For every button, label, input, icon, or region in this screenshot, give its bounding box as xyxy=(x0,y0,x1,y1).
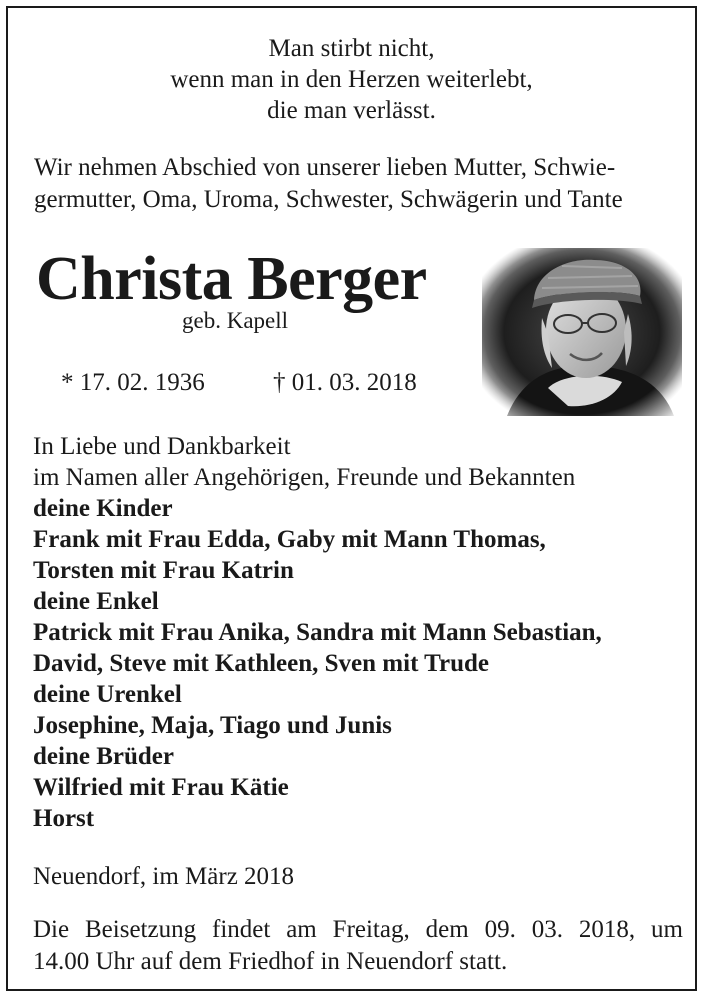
deceased-name: Christa Berger xyxy=(36,245,427,313)
closing-line: im Namen aller Angehörigen, Freunde und Bekannten xyxy=(33,464,576,491)
relative-names: Patrick mit Frau Anika, Sandra mit Mann Sebastian, xyxy=(33,619,602,646)
relative-names: Frank mit Frau Edda, Gaby mit Mann Thomas, xyxy=(33,526,546,553)
birth-date: * 17. 02. 1936 xyxy=(61,369,205,396)
signature-block xyxy=(33,431,602,834)
motto-line-2: wenn man in den Herzen weiterlebt, xyxy=(170,66,533,93)
death-date: † 01. 03. 2018 xyxy=(273,369,417,396)
obituary-frame xyxy=(6,6,697,991)
relative-heading-brothers: deine Brüder xyxy=(33,743,174,770)
portrait-photo xyxy=(482,248,682,416)
motto-line-1: Man stirbt nicht, xyxy=(268,35,435,62)
relative-names: Horst xyxy=(33,805,95,832)
motto-line-3: die man verlässt. xyxy=(267,97,436,124)
maiden-name: geb. Kapell xyxy=(182,308,289,333)
relative-names: Wilfried mit Frau Kätie xyxy=(33,774,289,801)
funeral-notice xyxy=(33,914,683,978)
intro-line-1: Wir nehmen Abschied von unserer lieben Mutter, Schwie- xyxy=(34,154,616,181)
relative-heading-grandchildren: deine Enkel xyxy=(33,588,159,615)
relative-names: David, Steve mit Kathleen, Sven mit Trude xyxy=(33,650,490,677)
relative-heading-great-grandchildren: deine Urenkel xyxy=(33,681,182,708)
relative-heading-children: deine Kinder xyxy=(33,495,173,522)
intro-line-2: germutter, Oma, Uroma, Schwester, Schwägerin und Tante xyxy=(34,186,623,213)
relative-names: Josephine, Maja, Tiago und Junis xyxy=(33,712,392,739)
funeral-line-1: Die Beisetzung findet am Freitag, dem 09. 03. 2018, um xyxy=(33,916,683,943)
relative-names: Torsten mit Frau Katrin xyxy=(33,557,294,584)
funeral-line-2: 14.00 Uhr auf dem Friedhof in Neuendorf statt. xyxy=(33,948,508,975)
place-date: Neuendorf, im März 2018 xyxy=(33,863,295,890)
portrait-image xyxy=(482,248,682,416)
closing-line: In Liebe und Dankbarkeit xyxy=(33,433,291,460)
